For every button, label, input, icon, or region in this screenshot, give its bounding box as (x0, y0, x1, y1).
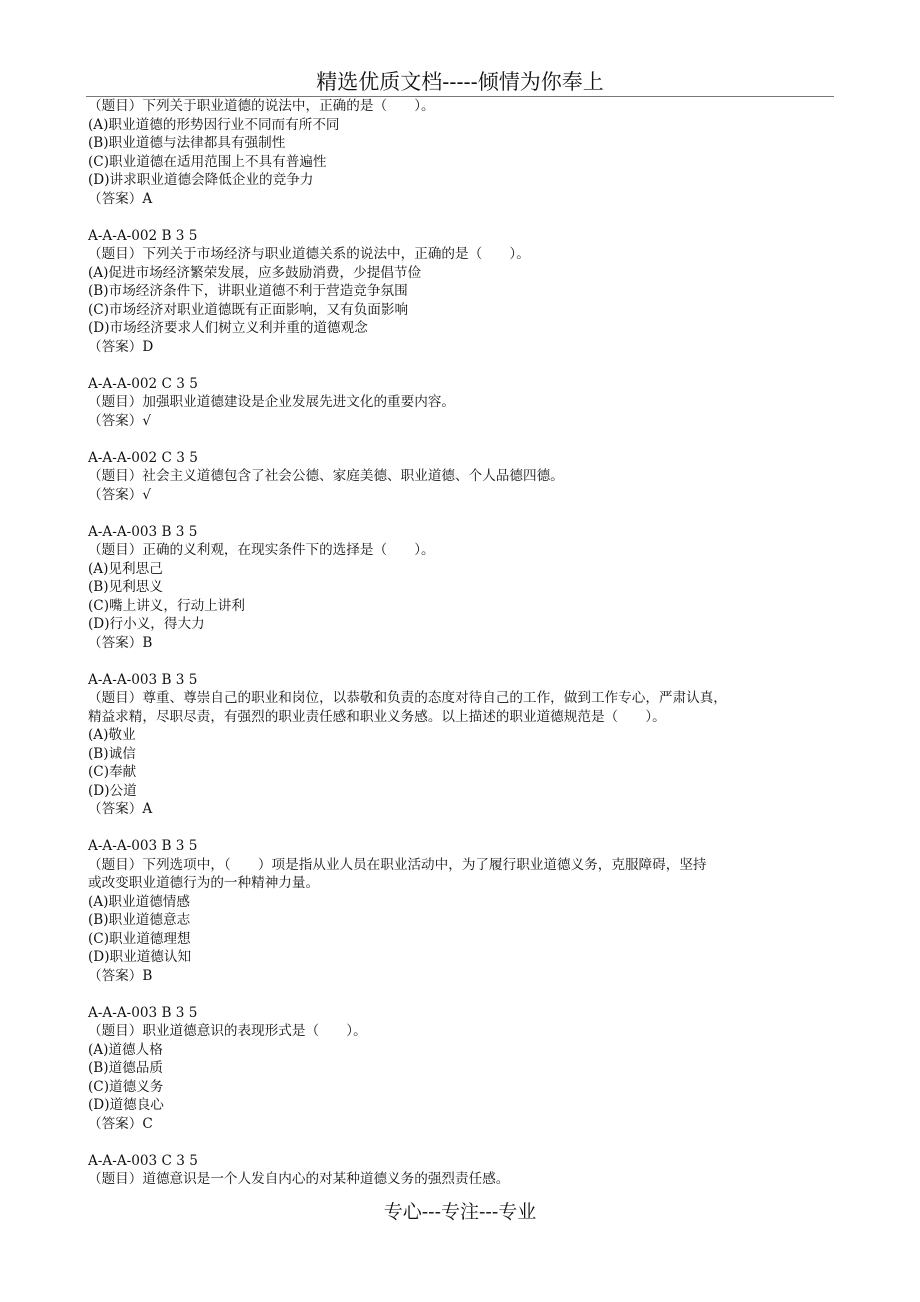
page-footer: 专心---专注---专业 (383, 1201, 537, 1223)
text-line: （题目）下列关于职业道德的说法中，正确的是（ ）。 (88, 98, 435, 114)
question-block (88, 523, 838, 653)
text-line: （题目）正确的义利观，在现实条件下的选择是（ ）。 (88, 542, 435, 558)
question-block (88, 375, 838, 431)
text-line: (A)职业道德的形势因行业不同而有所不同 (88, 116, 340, 133)
text-line: (D)职业道德认知 (88, 949, 192, 965)
text-line: （答案）C (88, 1115, 153, 1132)
text-line: (B)见利思义 (88, 579, 163, 595)
question-code: A-A-A-003 B 3 5 (88, 671, 198, 688)
question-code: A-A-A-003 B 3 5 (88, 523, 198, 540)
text-line: (C)嘴上讲义，行动上讲利 (88, 597, 245, 614)
text-line: (A)见利思己 (88, 560, 163, 577)
text-line: (B)诚信 (88, 745, 136, 762)
page-header: 精选优质文档-----倾情为你奉上 (316, 70, 604, 94)
text-line: (C)职业道德理想 (88, 930, 191, 947)
text-line: （答案）D (88, 338, 154, 355)
block-spacer (88, 819, 838, 838)
block-spacer (88, 652, 838, 671)
text-line: 精益求精，尽职尽责，有强烈的职业责任感和职业义务感。以上描述的职业道德规范是（ ）。 (88, 708, 666, 725)
text-line: (B)职业道德意志 (88, 912, 191, 928)
text-line: （答案）A (88, 190, 153, 207)
question-code: A-A-A-002 C 3 5 (88, 449, 198, 466)
text-line: （题目）职业道德意识的表现形式是（ ）。 (88, 1023, 367, 1039)
block-spacer (88, 985, 838, 1004)
text-line: (C)道德义务 (88, 1078, 164, 1095)
text-line: （题目）下列关于市场经济与职业道德关系的说法中，正确的是（ ）。 (88, 246, 530, 262)
text-line: (B)职业道德与法律都具有强制性 (88, 135, 286, 151)
text-line: （答案）√ (88, 486, 152, 503)
text-line: （答案）√ (88, 412, 152, 429)
text-line: (C)奉献 (88, 764, 137, 780)
text-line: 或改变职业道德行为的一种精神力量。 (88, 875, 320, 891)
text-line: (C)市场经济对职业道德既有正面影响，又有负面影响 (88, 301, 409, 318)
block-spacer (88, 1133, 838, 1152)
text-line: （题目）尊重、尊崇自己的职业和岗位，以恭敬和负责的态度对待自己的工作，做到工作专心，严肃认真， (88, 690, 727, 706)
question-code: A-A-A-003 B 3 5 (88, 838, 198, 854)
question-code: A-A-A-002 C 3 5 (88, 375, 198, 392)
text-line: (A)促进市场经济繁荣发展，应多鼓励消费，少提倡节俭 (88, 264, 422, 281)
question-code: A-A-A-003 C 3 5 (88, 1152, 198, 1169)
question-block (88, 227, 838, 357)
text-line: (D)讲求职业道德会降低企业的竞争力 (88, 172, 314, 188)
question-block (88, 1004, 838, 1134)
text-line: （题目）社会主义道德包含了社会公德、家庭美德、职业道德、个人品德四德。 (88, 468, 564, 484)
text-line: （题目）下列选项中，（ ）项是指从业人员在职业活动中，为了履行职业道德义务，克服障碍，坚持 (88, 856, 707, 873)
text-line: （答案）B (88, 967, 153, 984)
question-block (88, 1152, 838, 1189)
text-line: (A)敬业 (88, 727, 136, 743)
text-line: (A)职业道德情感 (88, 893, 190, 910)
text-line: （答案）A (88, 801, 153, 817)
text-line: (D)道德良心 (88, 1097, 164, 1113)
question-code: A-A-A-003 B 3 5 (88, 1004, 198, 1021)
block-spacer (88, 504, 838, 523)
question-block (88, 449, 838, 505)
text-line: （题目）道德意识是一个人发自内心的对某种道德义务的强烈责任感。 (88, 1171, 510, 1187)
text-line: （答案）B (88, 634, 153, 651)
text-line: (B)市场经济条件下，讲职业道德不利于营造竞争氛围 (88, 283, 408, 299)
block-spacer (88, 208, 838, 227)
text-line: (D)公道 (88, 782, 137, 799)
text-line: （题目）加强职业道德建设是企业发展先进文化的重要内容。 (88, 394, 456, 410)
text-line: (D)行小义，得大力 (88, 616, 205, 632)
text-line: (A)道德人格 (88, 1041, 163, 1058)
text-line: (D)市场经济要求人们树立义利并重的道德观念 (88, 320, 368, 336)
question-block (88, 837, 838, 985)
question-list (88, 97, 838, 1189)
block-spacer (88, 430, 838, 449)
block-spacer (88, 356, 838, 375)
question-block (88, 671, 838, 819)
text-line: (B)道德品质 (88, 1060, 163, 1076)
question-code: A-A-A-002 B 3 5 (88, 227, 198, 244)
question-block (88, 97, 838, 208)
text-line: (C)职业道德在适用范围上不具有普遍性 (88, 153, 327, 170)
